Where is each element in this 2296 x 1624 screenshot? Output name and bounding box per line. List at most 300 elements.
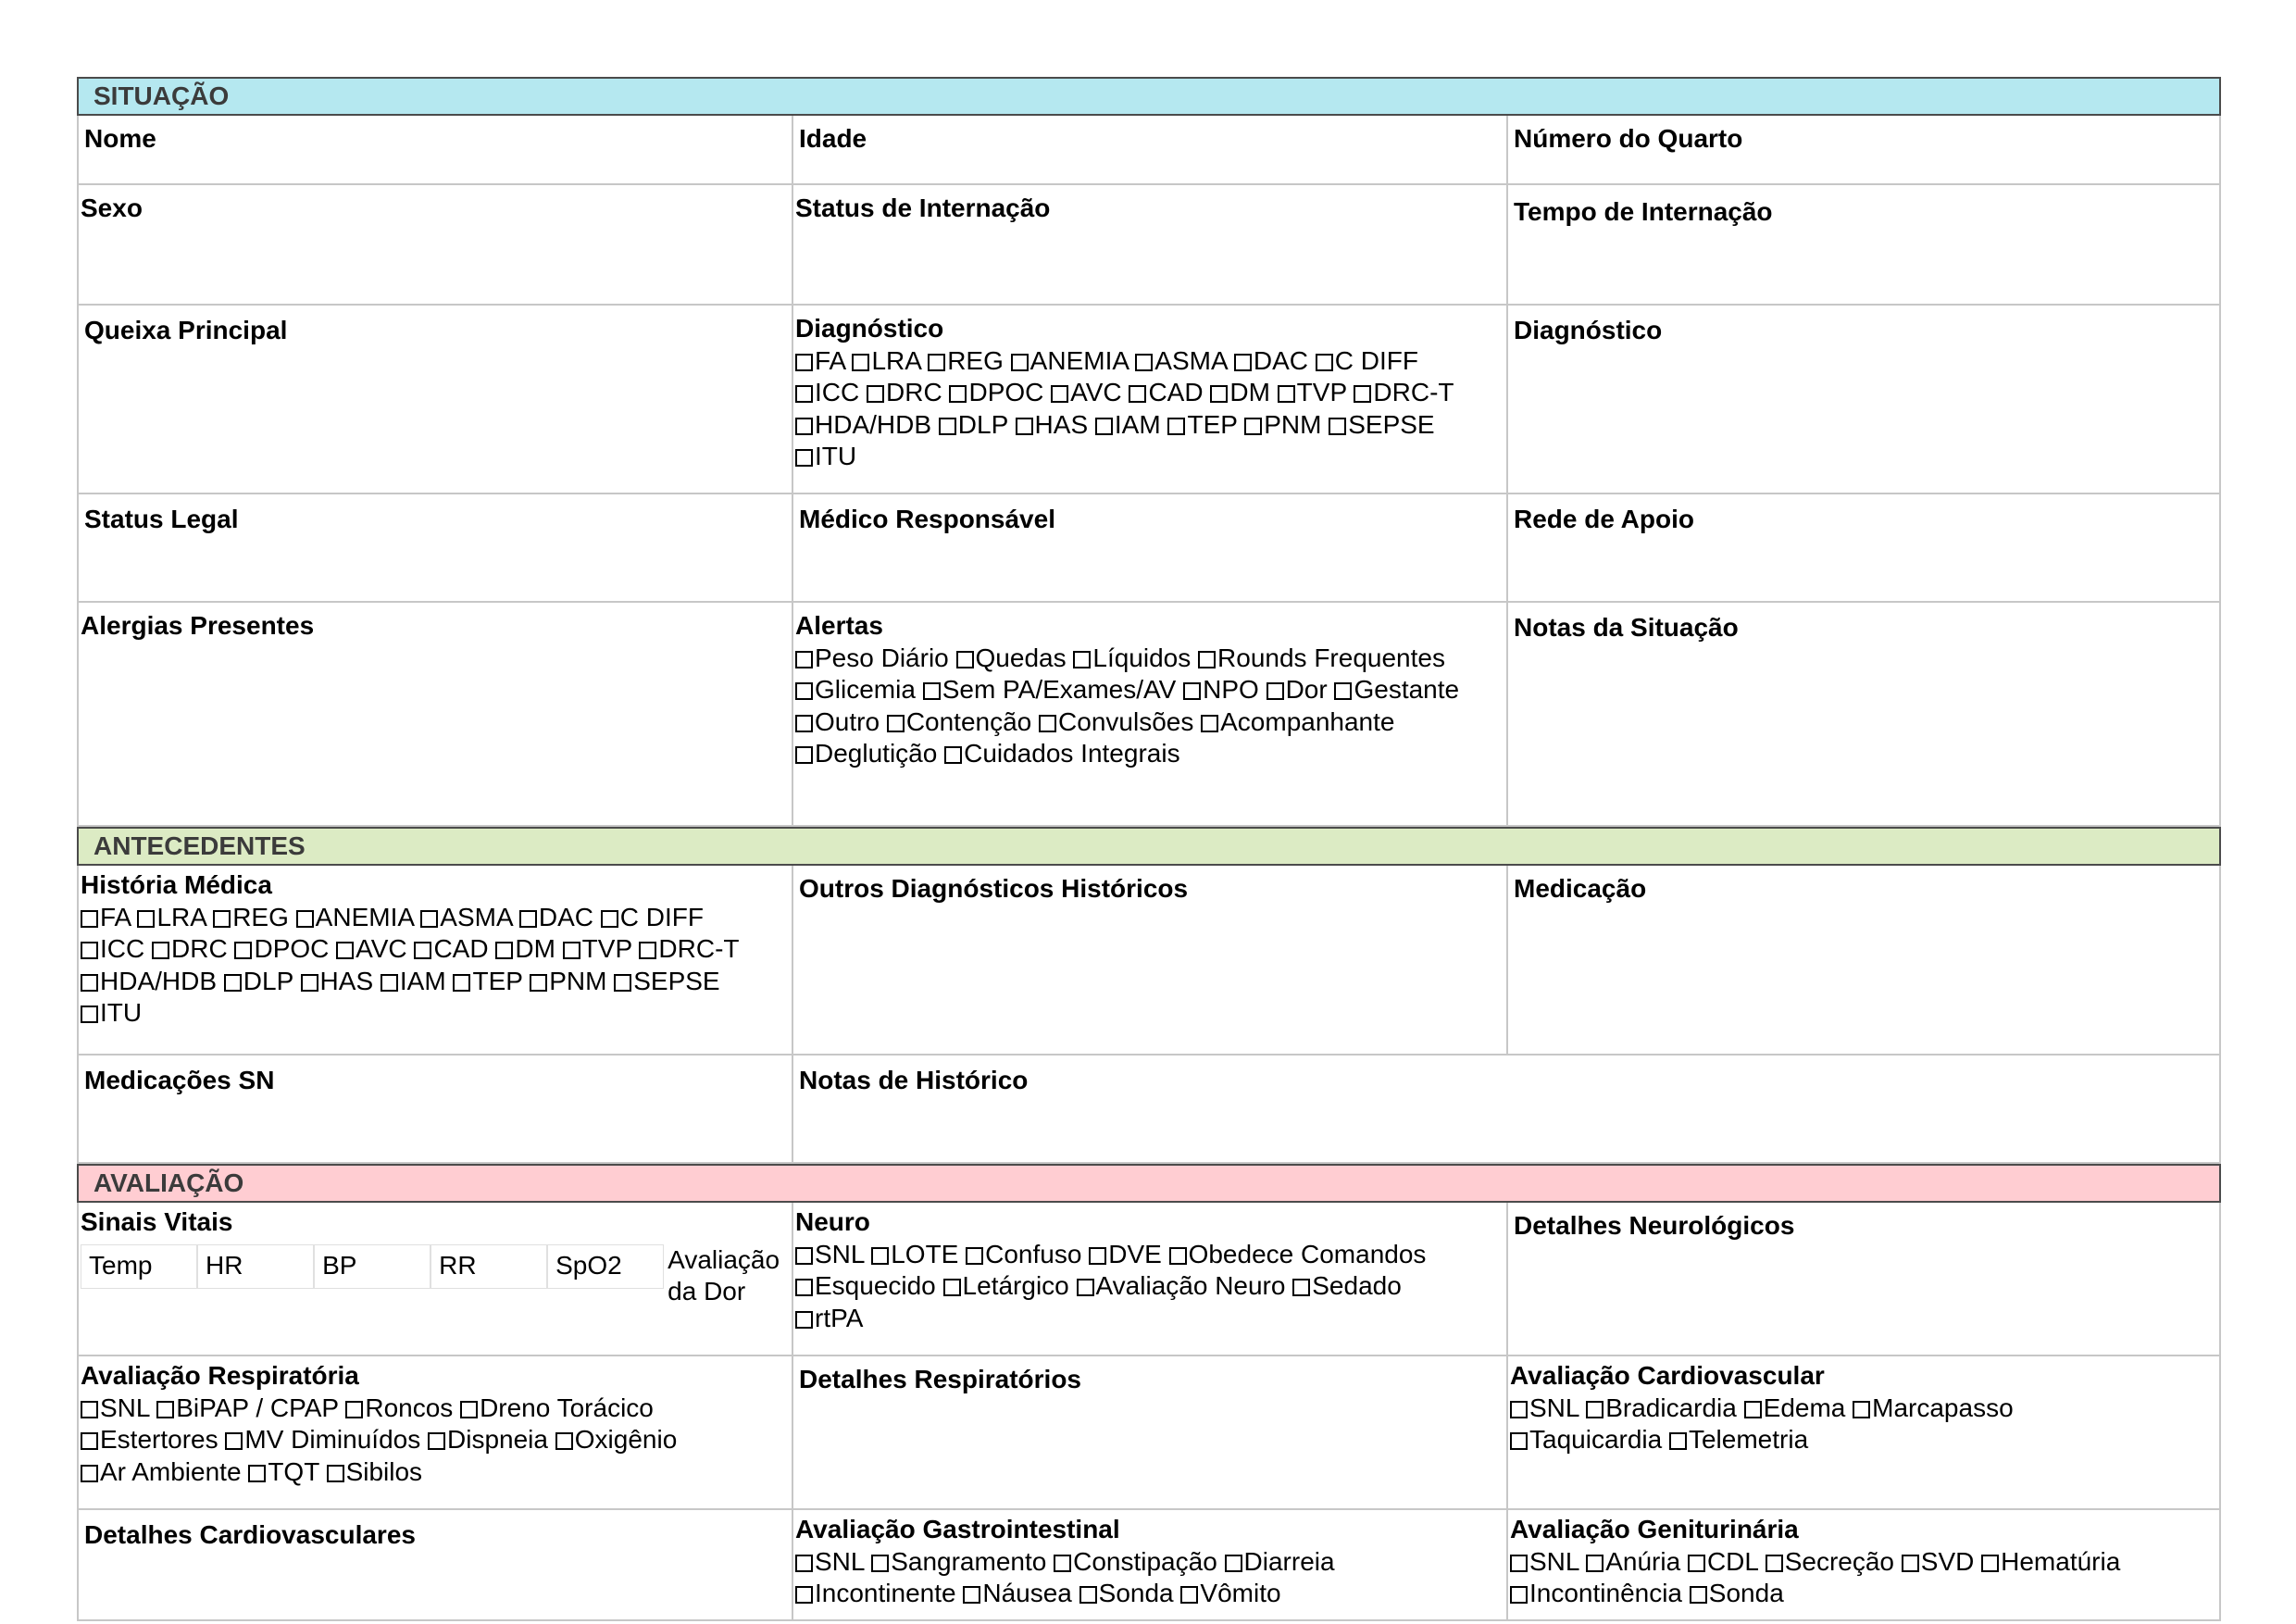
checkbox-icon[interactable]: [1981, 1555, 1999, 1572]
checkbox-label: C DIFF: [619, 902, 704, 931]
checkbox-label: Náusea: [982, 1579, 1072, 1607]
checkbox-label: Incontinente: [815, 1579, 956, 1607]
checkbox-option[interactable]: [1234, 346, 1308, 375]
checkbox-icon[interactable]: [795, 1555, 813, 1572]
checkbox-label: rtPA: [815, 1303, 864, 1332]
field-outros-diagnosticos[interactable]: [793, 866, 1508, 1056]
checkbox-icon[interactable]: [795, 449, 813, 467]
checkbox-option[interactable]: [1183, 675, 1259, 704]
checkbox-label: DPOC: [254, 934, 330, 963]
checkbox-icon[interactable]: [795, 746, 813, 764]
checkbox-icon[interactable]: [137, 910, 155, 928]
checkbox-option[interactable]: [1089, 1240, 1162, 1268]
checkbox-icon[interactable]: [152, 942, 169, 959]
checkbox-option[interactable]: [601, 903, 704, 931]
checkbox-icon[interactable]: [871, 1555, 889, 1572]
checkbox-label: Deglutição: [815, 739, 938, 768]
checkbox-option[interactable]: [795, 707, 880, 736]
checkbox-option[interactable]: [923, 675, 1177, 704]
field-label: Sinais Vitais: [81, 1207, 233, 1236]
checkbox-option[interactable]: [152, 934, 228, 963]
checkbox-option[interactable]: [530, 967, 606, 995]
checkbox-label: ITU: [100, 998, 143, 1027]
checkbox-option[interactable]: [81, 903, 131, 931]
checkbox-option[interactable]: [963, 1579, 1072, 1607]
checkbox-label: DPOC: [968, 378, 1044, 406]
checkbox-icon[interactable]: [1198, 651, 1216, 668]
vital-bp[interactable]: BP: [314, 1244, 430, 1289]
checkbox-option[interactable]: [453, 967, 522, 995]
checkbox-option[interactable]: [943, 1271, 1069, 1300]
checkbox-icon[interactable]: [867, 385, 884, 403]
checkbox-icon[interactable]: [296, 910, 314, 928]
checkbox-label: Confuso: [985, 1239, 1082, 1268]
checkbox-icon[interactable]: [1334, 682, 1352, 700]
field-label: Detalhes Neurológicos: [1514, 1211, 1795, 1240]
field-label: Avaliação Cardiovascular: [1510, 1361, 1825, 1390]
checkbox-option[interactable]: [1510, 1579, 1682, 1607]
field-label: Nome: [84, 124, 156, 153]
vital-avaliacao-dor[interactable]: Avaliação da Dor: [668, 1244, 780, 1305]
checkbox-label: SEPSE: [633, 966, 720, 995]
field-notas-situacao[interactable]: [1508, 603, 2221, 827]
checkbox-option[interactable]: [795, 410, 931, 439]
checkbox-icon[interactable]: [327, 1465, 344, 1482]
checkbox-icon[interactable]: [614, 974, 631, 992]
checkbox-option[interactable]: [137, 903, 206, 931]
checkbox-option[interactable]: [224, 967, 293, 995]
checkbox-option[interactable]: [81, 934, 144, 963]
checkbox-label: HAS: [319, 966, 374, 995]
checkbox-label: Hematúria: [2001, 1546, 2121, 1576]
checkbox-option[interactable]: [1180, 1579, 1280, 1607]
checkbox-icon[interactable]: [639, 942, 656, 959]
checkbox-label: DLP: [957, 409, 1008, 439]
checkbox-icon[interactable]: [795, 418, 813, 435]
checkbox-label: Incontinência: [1529, 1579, 1683, 1607]
checkbox-label: Esquecido: [815, 1271, 936, 1300]
checkbox-label: ICC: [815, 378, 860, 406]
field-detalhes-respiratorios[interactable]: [793, 1356, 1508, 1510]
checkbox-icon[interactable]: [1586, 1555, 1603, 1572]
checkbox-option[interactable]: [887, 707, 1031, 736]
field-label: Detalhes Respiratórios: [799, 1365, 1081, 1393]
checkbox-icon[interactable]: [81, 1401, 98, 1418]
checkbox-icon[interactable]: [414, 942, 431, 959]
field-neuro: [793, 1203, 1508, 1356]
checkbox-option[interactable]: [956, 643, 1067, 672]
checkbox-option[interactable]: [1039, 707, 1193, 736]
checkbox-icon[interactable]: [1292, 1279, 1310, 1296]
checkbox-option[interactable]: [867, 378, 942, 406]
checkbox-option[interactable]: [1278, 378, 1347, 406]
checkbox-label: DAC: [1253, 345, 1308, 375]
checkbox-option[interactable]: [1135, 346, 1227, 375]
checkbox-label: Bradicardia: [1605, 1393, 1737, 1422]
checkbox-option[interactable]: [1510, 1425, 1662, 1454]
checkbox-option[interactable]: [234, 934, 329, 963]
field-label: Alertas: [795, 611, 883, 640]
vital-rr[interactable]: RR: [430, 1244, 547, 1289]
vital-temp[interactable]: Temp: [81, 1244, 197, 1289]
checkbox-option[interactable]: [639, 934, 739, 963]
checkbox-option[interactable]: [1267, 675, 1328, 704]
checkbox-icon[interactable]: [156, 1401, 174, 1418]
checkbox-icon[interactable]: [213, 910, 231, 928]
field-detalhes-neuro[interactable]: [1508, 1203, 2221, 1356]
checkbox-option[interactable]: [1744, 1393, 1846, 1422]
checkbox-icon[interactable]: [887, 715, 905, 732]
checkbox-option[interactable]: [1510, 1393, 1578, 1422]
checkbox-option[interactable]: [555, 1425, 678, 1454]
checkbox-icon[interactable]: [949, 385, 967, 403]
checkbox-label: DM: [1229, 378, 1270, 406]
checkbox-icon[interactable]: [1183, 682, 1201, 700]
checkbox-icon[interactable]: [81, 942, 98, 959]
checkbox-icon[interactable]: [1244, 418, 1262, 435]
checkbox-option[interactable]: [871, 1240, 958, 1268]
field-label: Avaliação Geniturinária: [1510, 1515, 1799, 1543]
checkbox-icon[interactable]: [1039, 715, 1056, 732]
checkbox-icon[interactable]: [795, 1586, 813, 1604]
checkbox-option[interactable]: [1316, 346, 1418, 375]
checkbox-option[interactable]: [1167, 410, 1237, 439]
checkbox-option[interactable]: [795, 1304, 863, 1332]
field-tempo-internacao[interactable]: [1508, 185, 2221, 306]
checkbox-label: Obedece Comandos: [1188, 1239, 1427, 1268]
checkbox-icon[interactable]: [966, 1247, 983, 1265]
checkbox-icon[interactable]: [1129, 385, 1146, 403]
checkbox-icon[interactable]: [460, 1401, 478, 1418]
field-medico-responsavel[interactable]: [793, 494, 1508, 603]
checkbox-option[interactable]: [795, 346, 845, 375]
checkbox-icon[interactable]: [944, 746, 962, 764]
checkbox-icon[interactable]: [1167, 418, 1185, 435]
checkbox-icon[interactable]: [453, 974, 470, 992]
field-rede-apoio[interactable]: [1508, 494, 2221, 603]
field-historia-medica: [79, 866, 793, 1056]
checkbox-option[interactable]: [795, 1579, 956, 1607]
field-medicacao[interactable]: [1508, 866, 2221, 1056]
checkbox-icon[interactable]: [1016, 418, 1033, 435]
checkbox-option[interactable]: [1586, 1547, 1680, 1576]
checkbox-label: CAD: [1148, 378, 1204, 406]
checkbox-option[interactable]: [1129, 378, 1203, 406]
checkbox-group: [795, 643, 1506, 770]
checkbox-icon[interactable]: [1669, 1432, 1687, 1450]
checkbox-icon[interactable]: [428, 1432, 445, 1450]
checkbox-label: Diarreia: [1243, 1546, 1335, 1576]
checkbox-option[interactable]: [795, 739, 937, 768]
checkbox-icon[interactable]: [420, 910, 438, 928]
checkbox-icon[interactable]: [345, 1401, 363, 1418]
checkbox-label: NPO: [1203, 675, 1259, 704]
checkbox-label: DAC: [538, 902, 593, 931]
checkbox-icon[interactable]: [943, 1279, 961, 1296]
checkbox-option[interactable]: [1016, 410, 1089, 439]
checkbox-option[interactable]: [944, 739, 1179, 768]
checkbox-option[interactable]: [248, 1457, 318, 1486]
checkbox-icon[interactable]: [81, 1432, 98, 1450]
checkbox-option[interactable]: [949, 378, 1043, 406]
checkbox-icon[interactable]: [519, 910, 537, 928]
checkbox-option[interactable]: [327, 1457, 422, 1486]
checkbox-icon[interactable]: [1744, 1401, 1762, 1418]
checkbox-icon[interactable]: [1267, 682, 1284, 700]
checkbox-label: AVC: [1070, 378, 1122, 406]
checkbox-option[interactable]: [1510, 1547, 1578, 1576]
checkbox-label: AVC: [356, 934, 407, 963]
field-status-internacao[interactable]: [793, 185, 1508, 306]
checkbox-option[interactable]: [296, 903, 414, 931]
checkbox-option[interactable]: [795, 643, 949, 672]
checkbox-option[interactable]: [495, 934, 555, 963]
checkbox-icon[interactable]: [381, 974, 398, 992]
checkbox-option[interactable]: [345, 1393, 453, 1422]
checkbox-option[interactable]: [381, 967, 446, 995]
checkbox-option[interactable]: [1690, 1579, 1784, 1607]
checkbox-group: [1510, 1393, 2090, 1456]
checkbox-icon[interactable]: [795, 1311, 813, 1329]
checkbox-label: ICC: [100, 934, 145, 963]
checkbox-option[interactable]: [795, 442, 856, 470]
checkbox-icon[interactable]: [1510, 1555, 1528, 1572]
checkbox-label: Constipação: [1073, 1546, 1217, 1576]
checkbox-icon[interactable]: [923, 682, 941, 700]
checkbox-icon[interactable]: [795, 651, 813, 668]
checkbox-icon[interactable]: [530, 974, 547, 992]
checkbox-option[interactable]: [460, 1393, 654, 1422]
checkbox-icon[interactable]: [224, 974, 242, 992]
checkbox-label: DVE: [1108, 1239, 1162, 1268]
checkbox-icon[interactable]: [1510, 1401, 1528, 1418]
checkbox-label: MV Diminuídos: [244, 1425, 421, 1454]
checkbox-label: IAM: [399, 966, 446, 995]
checkbox-icon[interactable]: [81, 910, 98, 928]
field-queixa-principal[interactable]: [79, 306, 793, 494]
checkbox-icon[interactable]: [1688, 1555, 1705, 1572]
checkbox-icon[interactable]: [555, 1432, 573, 1450]
checkbox-label: DM: [515, 934, 555, 963]
checkbox-label: FA: [100, 902, 131, 931]
checkbox-icon[interactable]: [1011, 354, 1029, 371]
checkbox-icon[interactable]: [852, 354, 869, 371]
field-numero-quarto[interactable]: [1508, 116, 2221, 185]
checkbox-option[interactable]: [1292, 1271, 1402, 1300]
checkbox-option[interactable]: [1079, 1579, 1174, 1607]
checkbox-option[interactable]: [1766, 1547, 1894, 1576]
field-notas-historico[interactable]: [793, 1056, 2221, 1164]
checkbox-option[interactable]: [871, 1547, 1046, 1576]
checkbox-label: SNL: [815, 1239, 865, 1268]
checkbox-label: IAM: [1114, 409, 1161, 439]
checkbox-option[interactable]: [414, 934, 488, 963]
field-medicacoes-sn[interactable]: [79, 1056, 793, 1164]
checkbox-option[interactable]: [1073, 643, 1191, 672]
checkbox-option[interactable]: [795, 1271, 936, 1300]
checkbox-icon[interactable]: [795, 682, 813, 700]
checkbox-icon[interactable]: [81, 1465, 98, 1482]
field-label: Notas da Situação: [1514, 613, 1739, 642]
checkbox-icon[interactable]: [563, 942, 580, 959]
checkbox-label: ITU: [815, 442, 857, 470]
checkbox-option[interactable]: [1169, 1240, 1427, 1268]
checkbox-icon[interactable]: [795, 1247, 813, 1265]
checkbox-group: [795, 1239, 1469, 1335]
checkbox-icon[interactable]: [1510, 1586, 1528, 1604]
checkbox-icon[interactable]: [1853, 1401, 1870, 1418]
checkbox-icon[interactable]: [81, 1006, 98, 1023]
checkbox-icon[interactable]: [301, 974, 318, 992]
checkbox-option[interactable]: [1210, 378, 1270, 406]
checkbox-icon[interactable]: [1180, 1586, 1198, 1604]
field-status-legal[interactable]: [79, 494, 793, 603]
checkbox-icon[interactable]: [1234, 354, 1252, 371]
field-label: Medicações SN: [84, 1066, 275, 1094]
checkbox-option[interactable]: [939, 410, 1008, 439]
vital-hr[interactable]: HR: [197, 1244, 314, 1289]
checkbox-icon[interactable]: [225, 1432, 243, 1450]
vital-spo2[interactable]: SpO2: [547, 1244, 664, 1289]
checkbox-icon[interactable]: [871, 1247, 889, 1265]
checkbox-icon[interactable]: [963, 1586, 980, 1604]
checkbox-option[interactable]: [928, 346, 1004, 375]
checkbox-icon[interactable]: [795, 1279, 813, 1296]
checkbox-icon[interactable]: [1054, 1555, 1071, 1572]
checkbox-icon[interactable]: [1225, 1555, 1242, 1572]
checkbox-option[interactable]: [1198, 643, 1445, 672]
checkbox-option[interactable]: [795, 378, 859, 406]
checkbox-icon[interactable]: [1510, 1432, 1528, 1450]
checkbox-icon[interactable]: [1201, 715, 1218, 732]
field-label: Avaliação Gastrointestinal: [795, 1515, 1120, 1543]
checkbox-option[interactable]: [1354, 378, 1454, 406]
checkbox-option[interactable]: [81, 998, 142, 1027]
checkbox-option[interactable]: [1329, 410, 1434, 439]
checkbox-option[interactable]: [1334, 675, 1459, 704]
checkbox-option[interactable]: [1201, 707, 1394, 736]
checkbox-option[interactable]: [81, 1457, 242, 1486]
checkbox-option[interactable]: [1981, 1547, 2120, 1576]
checkbox-icon[interactable]: [939, 418, 956, 435]
checkbox-icon[interactable]: [795, 715, 813, 732]
field-sexo[interactable]: [79, 185, 793, 306]
checkbox-icon[interactable]: [1089, 1247, 1106, 1265]
field-label: Outros Diagnósticos Históricos: [799, 874, 1189, 903]
checkbox-option[interactable]: [1051, 378, 1122, 406]
checkbox-icon[interactable]: [1079, 1586, 1097, 1604]
field-nome[interactable]: [79, 116, 793, 185]
checkbox-icon[interactable]: [1051, 385, 1068, 403]
checkbox-group: [81, 902, 745, 1030]
checkbox-option[interactable]: [156, 1393, 338, 1422]
field-diagnostico-2[interactable]: [1508, 306, 2221, 494]
checkbox-option[interactable]: [795, 1240, 864, 1268]
checkbox-label: TVP: [1296, 378, 1347, 406]
checkbox-label: REG: [232, 902, 289, 931]
checkbox-option[interactable]: [1902, 1547, 1975, 1576]
checkbox-icon[interactable]: [1354, 385, 1371, 403]
checkbox-label: HDA/HDB: [100, 966, 218, 995]
checkbox-option[interactable]: [966, 1240, 1081, 1268]
checkbox-icon[interactable]: [1902, 1555, 1919, 1572]
checkbox-label: Secreção: [1784, 1546, 1894, 1576]
checkbox-icon[interactable]: [1077, 1279, 1094, 1296]
checkbox-label: Anúria: [1605, 1546, 1681, 1576]
field-detalhes-cardiovasculares[interactable]: [79, 1510, 793, 1621]
checkbox-icon[interactable]: [495, 942, 513, 959]
checkbox-icon[interactable]: [336, 942, 354, 959]
checkbox-option[interactable]: [1225, 1547, 1335, 1576]
checkbox-label: SVD: [1920, 1546, 1975, 1576]
field-sinais-vitais: [79, 1203, 793, 1356]
checkbox-icon[interactable]: [234, 942, 252, 959]
checkbox-option[interactable]: [225, 1425, 420, 1454]
checkbox-option[interactable]: [81, 967, 217, 995]
checkbox-icon[interactable]: [81, 974, 98, 992]
checkbox-label: LRA: [156, 902, 206, 931]
checkbox-option[interactable]: [1853, 1393, 2014, 1422]
checkbox-icon[interactable]: [248, 1465, 266, 1482]
checkbox-option[interactable]: [1586, 1393, 1737, 1422]
checkbox-option[interactable]: [213, 903, 289, 931]
checkbox-option[interactable]: [1077, 1271, 1286, 1300]
checkbox-option[interactable]: [852, 346, 920, 375]
checkbox-label: TVP: [581, 934, 632, 963]
checkbox-option[interactable]: [1011, 346, 1129, 375]
checkbox-icon[interactable]: [1278, 385, 1295, 403]
checkbox-option[interactable]: [795, 675, 916, 704]
checkbox-label: SNL: [1529, 1393, 1579, 1422]
checkbox-option[interactable]: [795, 1547, 864, 1576]
checkbox-icon[interactable]: [1210, 385, 1228, 403]
checkbox-icon[interactable]: [1169, 1247, 1187, 1265]
checkbox-option[interactable]: [1244, 410, 1321, 439]
checkbox-option[interactable]: [1095, 410, 1161, 439]
checkbox-icon[interactable]: [1073, 651, 1091, 668]
checkbox-icon[interactable]: [1766, 1555, 1783, 1572]
checkbox-option[interactable]: [519, 903, 593, 931]
checkbox-option[interactable]: [1054, 1547, 1217, 1576]
checkbox-option[interactable]: [428, 1425, 548, 1454]
checkbox-option[interactable]: [1688, 1547, 1758, 1576]
checkbox-icon[interactable]: [1095, 418, 1113, 435]
field-label: Número do Quarto: [1514, 124, 1743, 153]
checkbox-option[interactable]: [301, 967, 374, 995]
checkbox-icon[interactable]: [1586, 1401, 1603, 1418]
checkbox-option[interactable]: [81, 1393, 149, 1422]
checkbox-icon[interactable]: [1316, 354, 1333, 371]
checkbox-option[interactable]: [420, 903, 512, 931]
checkbox-icon[interactable]: [1135, 354, 1153, 371]
checkbox-icon[interactable]: [956, 651, 974, 668]
checkbox-option[interactable]: [81, 1425, 218, 1454]
checkbox-icon[interactable]: [1329, 418, 1346, 435]
checkbox-icon[interactable]: [601, 910, 618, 928]
checkbox-option[interactable]: [336, 934, 407, 963]
checkbox-icon[interactable]: [1690, 1586, 1707, 1604]
checkbox-option[interactable]: [1669, 1425, 1808, 1454]
checkbox-label: Letárgico: [962, 1271, 1069, 1300]
field-alergias[interactable]: [79, 603, 793, 827]
field-idade[interactable]: [793, 116, 1508, 185]
checkbox-icon[interactable]: [928, 354, 945, 371]
checkbox-option[interactable]: [614, 967, 719, 995]
checkbox-label: Dor: [1285, 675, 1328, 704]
checkbox-icon[interactable]: [795, 385, 813, 403]
checkbox-icon[interactable]: [795, 354, 813, 371]
checkbox-option[interactable]: [563, 934, 632, 963]
